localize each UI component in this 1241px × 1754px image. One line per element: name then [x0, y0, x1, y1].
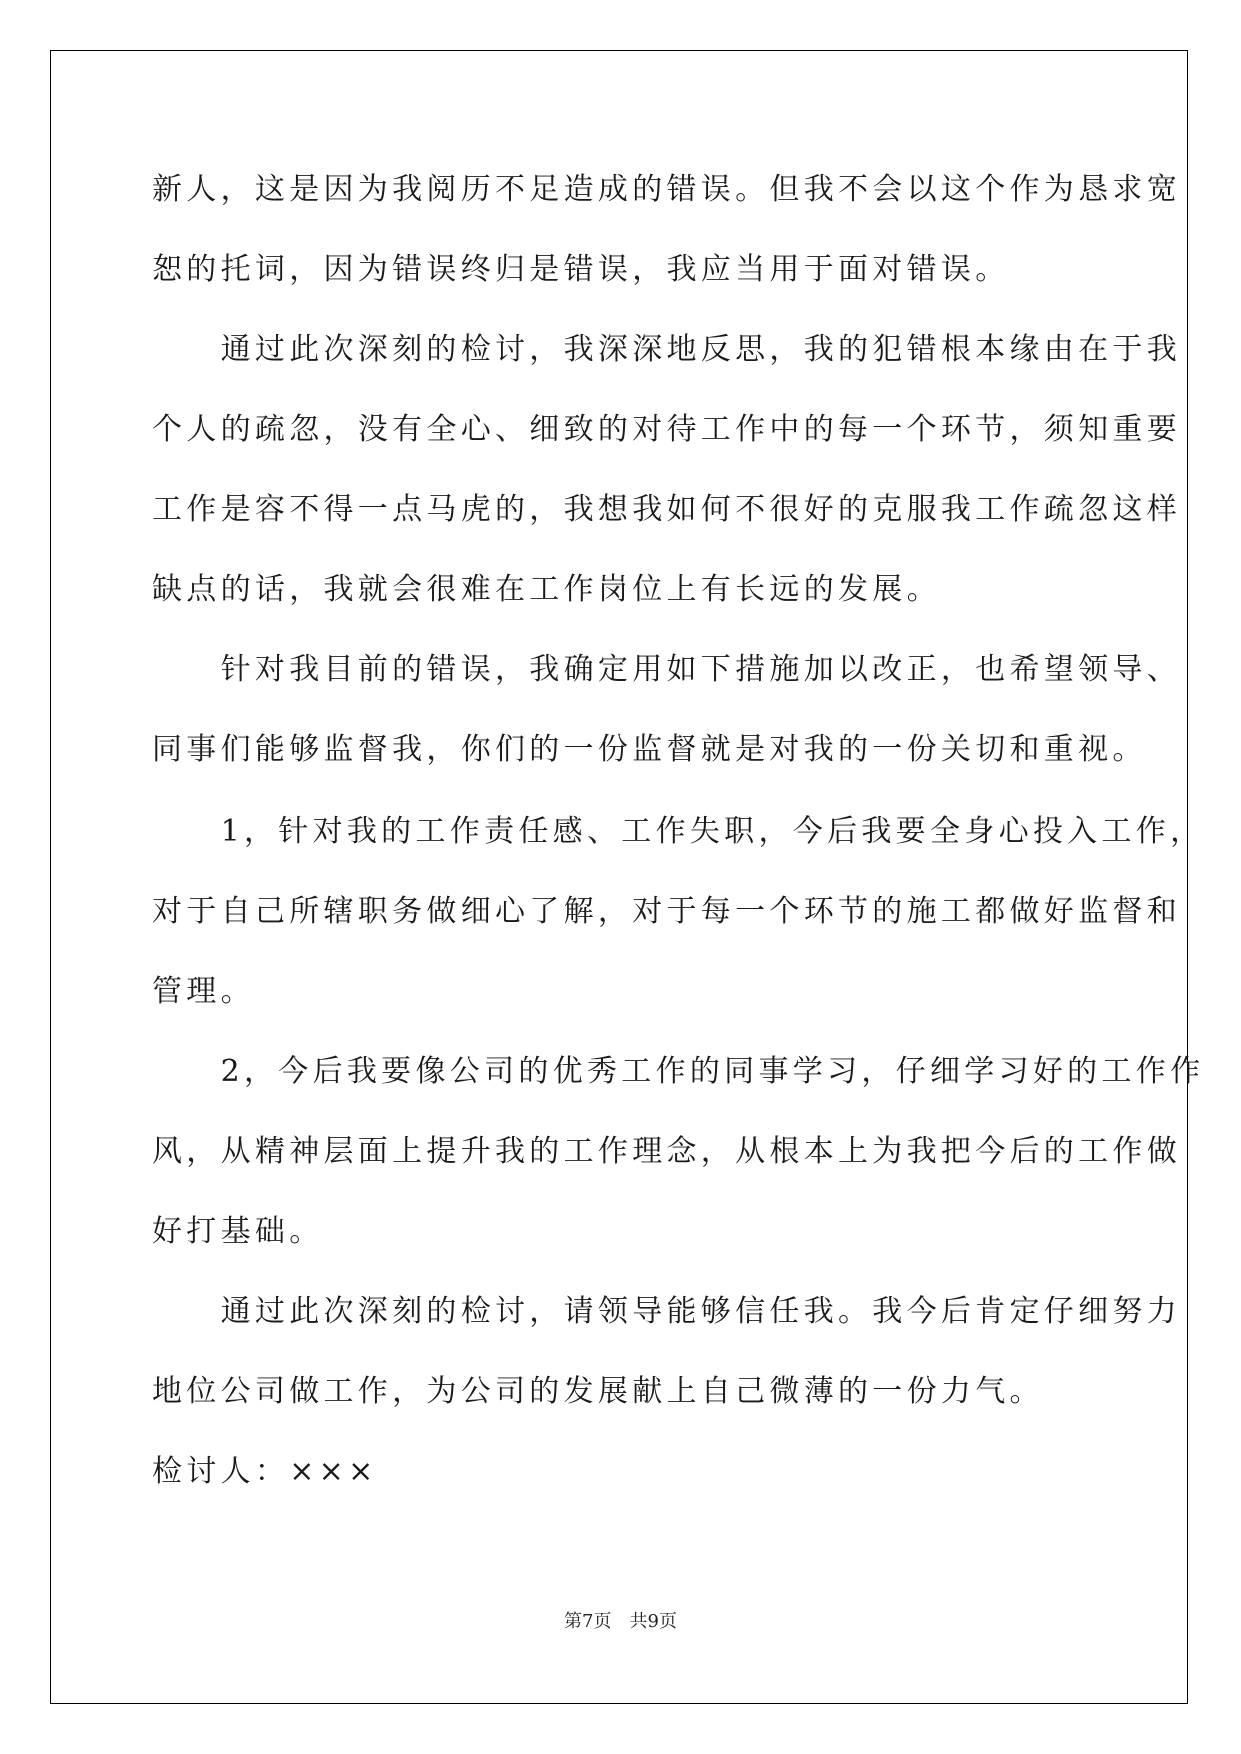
text-line: 新人，这是因为我阅历不足造成的错误。但我不会以这个作为恳求宽 [152, 172, 1181, 207]
text-line: 缺点的话，我就会很难在工作岗位上有长远的发展。 [152, 572, 941, 607]
text-line: 管理。 [152, 974, 255, 1009]
page-number: 第7页 共9页 [564, 1611, 677, 1632]
text-line: 通过此次深刻的检讨，我深深地反思，我的犯错根本缘由在于我 [152, 332, 1181, 367]
text-line: 对于自己所辖职务做细心了解，对于每一个环节的施工都做好监督和 [152, 894, 1181, 929]
text-line: 个人的疏忽，没有全心、细致的对待工作中的每一个环节，须知重要 [152, 412, 1181, 447]
text-line: 1，针对我的工作责任感、工作失职，今后我要全身心投入工作， [152, 814, 1205, 849]
text-line: 工作是容不得一点马虎的，我想我如何不很好的克服我工作疏忽这样 [152, 492, 1181, 527]
text-line: 地位公司做工作，为公司的发展献上自己微薄的一份力气。 [152, 1374, 1044, 1409]
signature-line: 检讨人：××× [152, 1454, 378, 1489]
text-line: 好打基础。 [152, 1214, 324, 1249]
text-line: 风，从精神层面上提升我的工作理念，从根本上为我把今后的工作做 [152, 1134, 1181, 1169]
text-line: 2，今后我要像公司的优秀工作的同事学习，仔细学习好的工作作 [152, 1054, 1205, 1089]
text-line: 通过此次深刻的检讨，请领导能够信任我。我今后肯定仔细努力 [152, 1294, 1181, 1329]
text-line: 恕的托词，因为错误终归是错误，我应当用于面对错误。 [152, 252, 1010, 287]
text-line: 同事们能够监督我，你们的一份监督就是对我的一份关切和重视。 [152, 732, 1147, 767]
text-line: 针对我目前的错误，我确定用如下措施加以改正，也希望领导、 [152, 652, 1181, 687]
